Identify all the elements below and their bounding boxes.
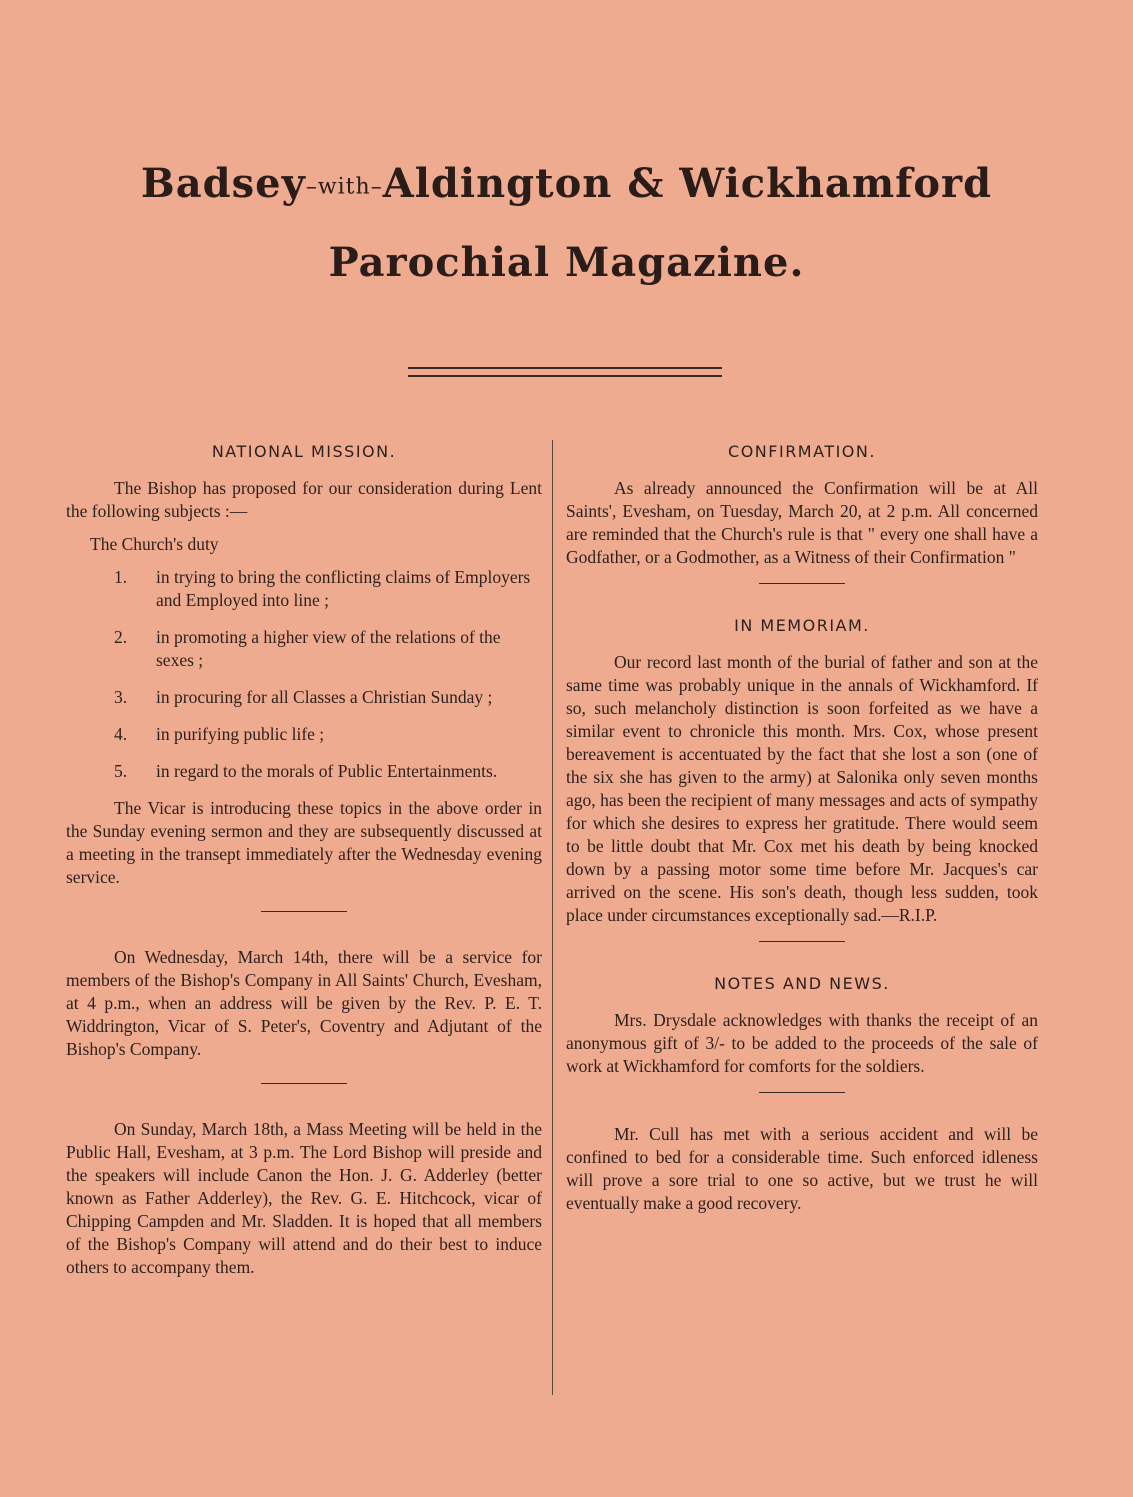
list-item-text: in trying to bring the conflicting claims of Employers and Employed into line ;	[156, 567, 531, 610]
list-item	[66, 626, 542, 672]
vicar-paragraph: The Vicar is introducing these topics in the above order in the Sunday evening sermon and they are subsequently discussed at a meeting in the transept immediately after the Wednesday evening service.	[66, 798, 542, 887]
list-item	[66, 566, 542, 612]
masthead-double-rule	[408, 367, 722, 377]
list-item-number: 1.	[114, 567, 128, 587]
in-memoriam-heading: IN MEMORIAM.	[734, 616, 870, 635]
list-item	[66, 686, 542, 709]
national-mission-heading: NATIONAL MISSION.	[211, 442, 397, 461]
masthead	[0, 160, 1133, 286]
list-item-text: in procuring for all Classes a Christian Sunday ;	[156, 687, 493, 707]
cull-paragraph: Mr. Cull has met with a serious accident and will be confined to bed for a considerable time. Such enforced idleness will prove a sore trial to one so active, but we trust he will eventually make a good recovery.	[566, 1124, 1038, 1213]
confirmation-paragraph: As already announced the Confirmation will be at All Saints', Evesham, on Tuesday, March 20, at 2 p.m. All concerned are reminded that the Church's rule is that " every one shall have a Godfather, or a Godmother, as a Witness of their Confirmation "	[566, 478, 1038, 567]
mission-subjects-list	[66, 566, 542, 783]
section-rule	[759, 1092, 845, 1093]
masthead-badsey: Badsey	[140, 160, 306, 207]
masthead-aldington-wickhamford: Aldington & Wickhamford	[382, 160, 993, 207]
mission-intro: The Bishop has proposed for our consideration during Lent the following subjects :—	[66, 478, 542, 521]
left-column	[66, 440, 542, 1289]
list-item-number: 3.	[114, 687, 128, 707]
in-memoriam-paragraph: Our record last month of the burial of father and son at the same time was probably unique in the annals of Wickhamford. If so, such melancholy distinction is soon forfeited as we have a similar event to chronicle this month. Mrs. Cox, whose present bereavement is accentuated by the fact that she lost a son (one of the six she has given to the army) at Salonika only seven months ago, has been the recipient of many messages and acts of sympathy for which she desires to express her gratitude. There would seem to be little doubt that Mr. Cox met his death by being knocked down by a passing motor some time before Mr. Jacques's car arrived on the scene. His son's death, though less sudden, took place under circumstances exceptionally sad.—R.I.P.	[566, 652, 1038, 925]
drysdale-paragraph: Mrs. Drysdale acknowledges with thanks the receipt of an anonymous gift of 3/- to be added to the proceeds of the sale of work at Wickhamford for comforts for the soldiers.	[566, 1010, 1038, 1076]
wednesday-service-paragraph: On Wednesday, March 14th, there will be a service for members of the Bishop's Company in All Saints' Church, Evesham, at 4 p.m., when an address will be given by the Rev. P. E. T. Widdrington, Vicar of S. Peter's, Coventry and Adjutant of the Bishop's Company.	[66, 947, 542, 1059]
section-rule	[261, 1083, 347, 1084]
list-item-text: in purifying public life ;	[156, 724, 325, 744]
list-item	[66, 760, 542, 783]
mission-lead: The Church's duty	[90, 534, 219, 554]
list-item	[66, 723, 542, 746]
section-rule	[759, 941, 845, 942]
column-divider	[552, 440, 553, 1395]
section-rule	[759, 583, 845, 584]
right-column	[566, 440, 1038, 1225]
mass-meeting-paragraph: On Sunday, March 18th, a Mass Meeting will be held in the Public Hall, Evesham, at 3 p.m. The Lord Bishop will preside and the speakers will include Canon the Hon. J. G. Adderley (better known as Father Adderley), the Rev. G. E. Hitchcock, vicar of Chipping Campden and Mr. Sladden. It is hoped that all members of the Bishop's Company will attend and do their best to induce others to accompany them.	[66, 1119, 542, 1277]
list-item-text: in regard to the morals of Public Entertainments.	[156, 761, 498, 781]
notes-and-news-heading: NOTES AND NEWS.	[714, 974, 890, 993]
masthead-with: –with–	[305, 174, 383, 200]
masthead-title-line2: Parochial Magazine.	[328, 239, 805, 286]
list-item-text: in promoting a higher view of the relations of the sexes ;	[156, 627, 501, 670]
section-rule	[261, 911, 347, 912]
list-item-number: 2.	[114, 627, 128, 647]
list-item-number: 5.	[114, 761, 128, 781]
list-item-number: 4.	[114, 724, 128, 744]
masthead-title-line1	[0, 160, 1133, 207]
confirmation-heading: CONFIRMATION.	[728, 442, 876, 461]
